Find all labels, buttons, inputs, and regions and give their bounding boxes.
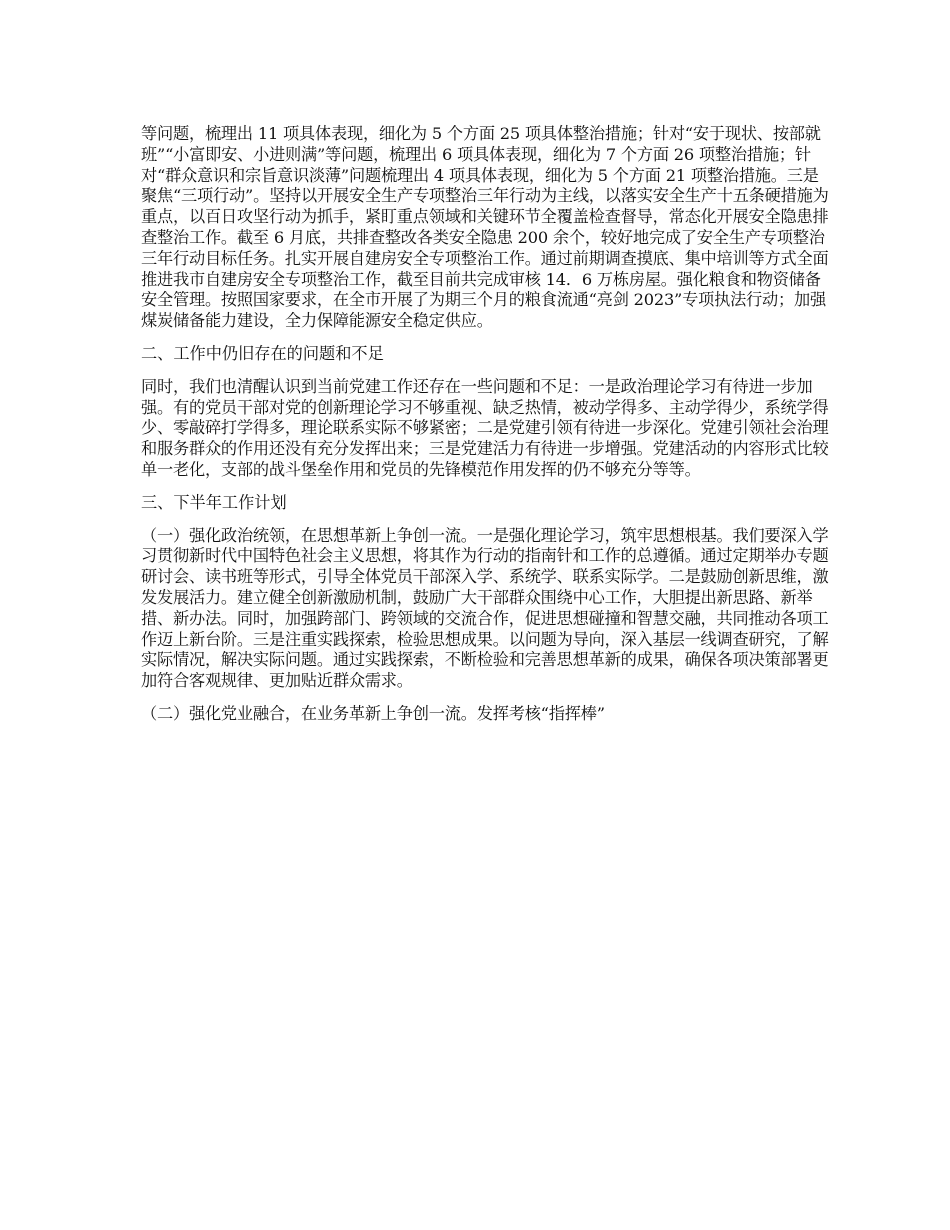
- paragraph-problems: 同时，我们也清醒认识到当前党建工作还存在一些问题和不足：一是政治理论学习有待进一步加强。有的党员干部对党的创新理论学习不够重视、缺乏热情，被动学得多、主动学得少，系统学得少、零敲碎打学得多，理论联系实际不够紧密；二是党建引领有待进一步深化。党建引领社会治理和服务群众的作用还没有充分发挥出来；三是党建活力有待进一步增强。党建活动的内容形式比较单一老化，支部的战斗堡垒作用和党员的先锋模范作用发挥的仍不够充分等等。: [141, 376, 829, 479]
- section-heading-problems: 二、工作中仍旧存在的问题和不足: [141, 343, 384, 363]
- paragraph-political-leadership: （一）强化政治统领，在思想革新上争创一流。一是强化理论学习，筑牢思想根基。我们要深入学习贯彻新时代中国特色社会主义思想，将其作为行动的指南针和工作的总遵循。通过定期举办专题研讨会、读书班等形式，引导全体党员干部深入学、系统学、联系实际学。二是鼓励创新思维，激发发展活力。建立健全创新激励机制，鼓励广大干部群众围绕中心工作，大胆提出新思路、新举措、新办法。同时，加强跨部门、跨领域的交流合作，促进思想碰撞和智慧交融，共同推动各项工作迈上新台阶。三是注重实践探索，检验思想成果。以问题为导向，深入基层一线调查研究，了解实际情况，解决实际问题。通过实践探索，不断检验和完善思想革新的成果，确保各项决策部署更加符合客观规律、更加贴近群众需求。: [141, 525, 829, 691]
- section-heading-plan: 三、下半年工作计划: [141, 492, 287, 512]
- paragraph-business-integration: （二）强化党业融合，在业务革新上争创一流。发挥考核“指挥棒”: [141, 703, 605, 723]
- paragraph-safety-measures: 等问题，梳理出 11 项具体表现，细化为 5 个方面 25 项具体整治措施；针对“安于现状、按部就班”“小富即安、小进则满”等问题，梳理出 6 项具体表现，细化为 7 个方面 26 项整治措施；针对“群众意识和宗旨意识淡薄”问题梳理出 4 项具体表现，细化为 5 个方面 21 项整治措施。三是聚焦“三项行动”。坚持以开展安全生产专项整治三年行动为主线，以落实安全生产十五条硬措施为重点，以百日攻坚行动为抓手，紧盯重点领域和关键环节全覆盖检查督导，常态化开展安全隐患排查整治工作。截至 6 月底，共排查整改各类安全隐患 200 余个，较好地完成了安全生产专项整治三年行动目标任务。扎实开展自建房安全专项整治工作。通过前期调查摸底、集中培训等方式全面推进我市自建房安全专项整治工作，截至目前共完成审核 14．6 万栋房屋。强化粮食和物资储备安全管理。按照国家要求，在全市开展了为期三个月的粮食流通“亮剑 2023”专项执法行动；加强煤炭储备能力建设，全力保障能源安全稳定供应。: [141, 124, 829, 331]
- document-page: [141, 124, 831, 737]
